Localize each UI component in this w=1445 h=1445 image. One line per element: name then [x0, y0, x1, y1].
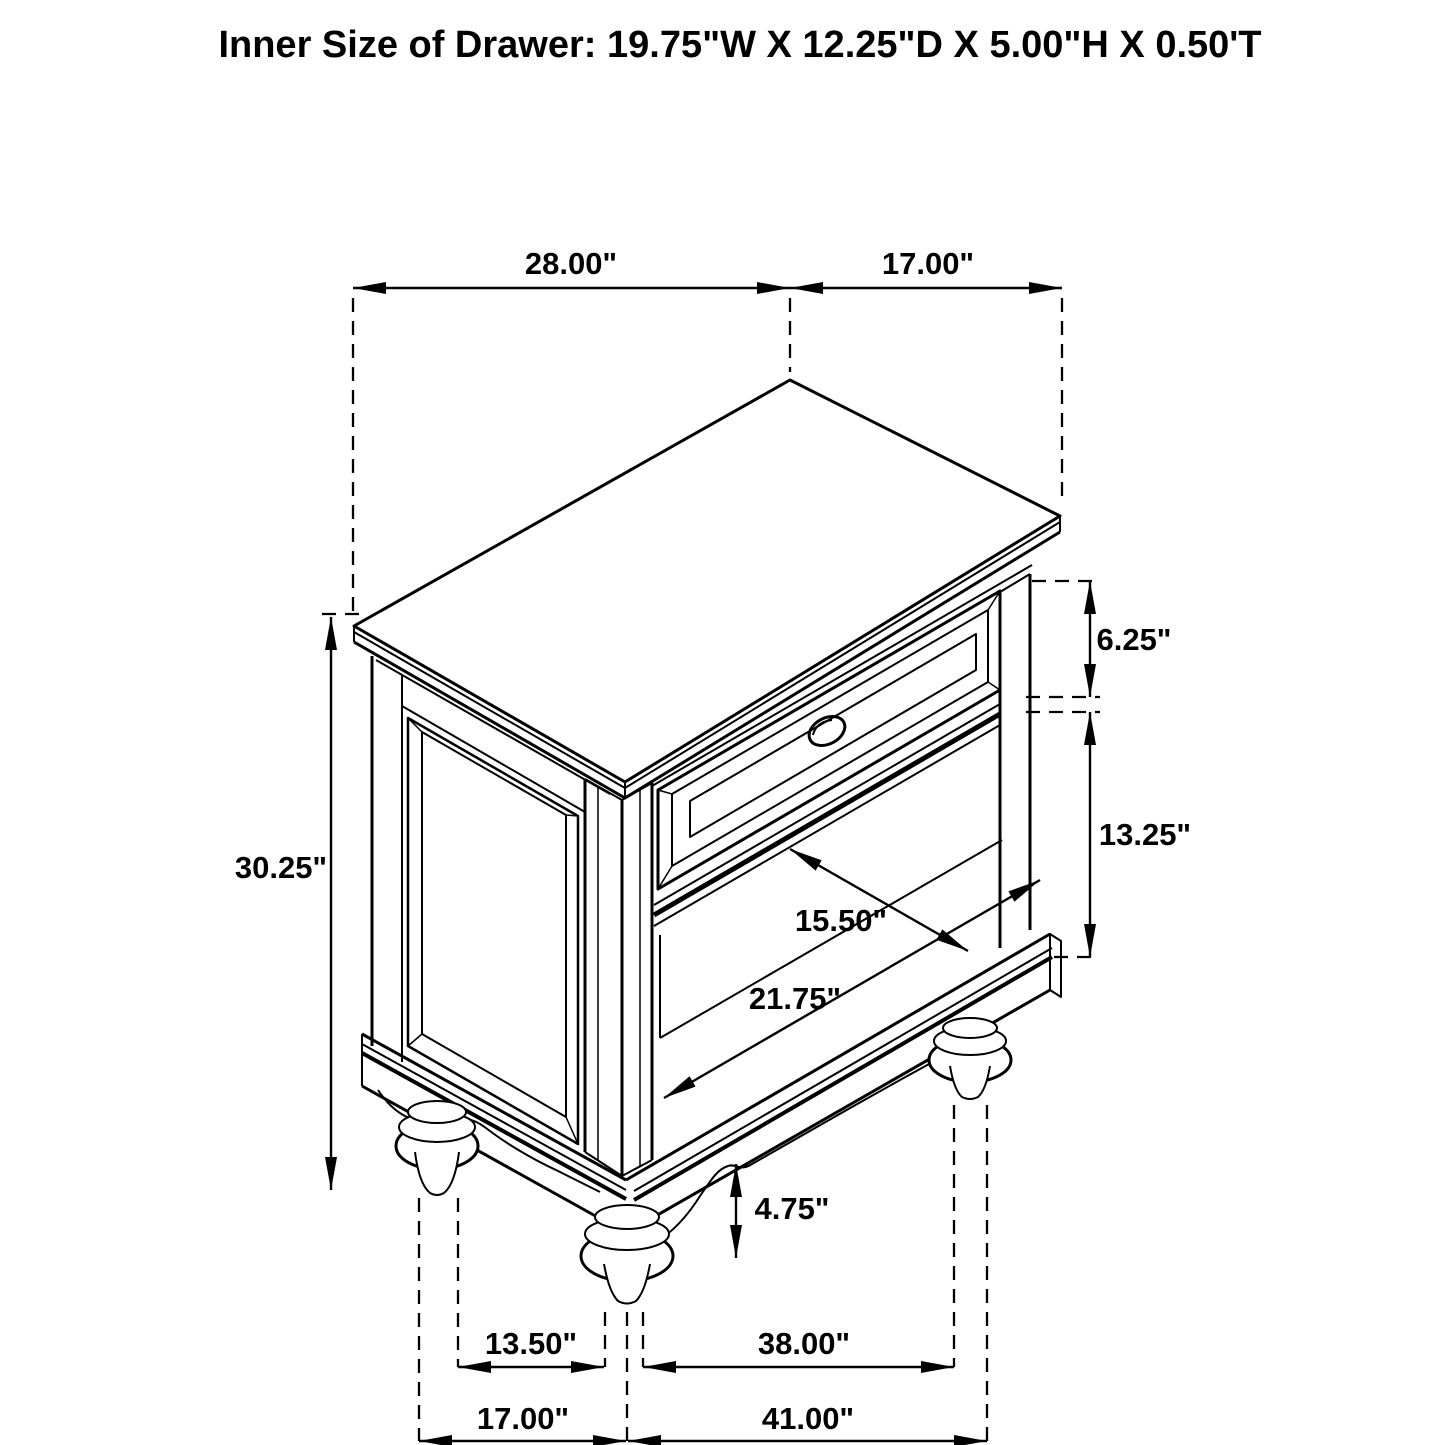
- dim-top-depth: [790, 246, 1062, 288]
- foot-front-neck-fill: [604, 1264, 650, 1304]
- tabletop: [354, 380, 1060, 798]
- dim-opening-height: [1090, 712, 1191, 957]
- tabletop-edge-line: [354, 532, 1060, 798]
- tabletop-outline: [354, 380, 1060, 782]
- dim-drawer-front-height: [1090, 581, 1172, 697]
- left-panel-bevel-ticks: [408, 718, 578, 1144]
- dim-label-top-width: 28.00": [524, 246, 618, 281]
- dim-overall-height: [235, 617, 331, 1190]
- dim-label-shelf-width: 21.75": [748, 981, 842, 1016]
- dim-label-drawer-front-height: 6.25": [1096, 622, 1172, 657]
- diagram-title: Inner Size of Drawer: 19.75"W X 12.25"D X 5.00"H X 0.50'T: [218, 24, 1262, 66]
- right-face: [652, 565, 1032, 948]
- front-corner-post: [585, 779, 652, 1176]
- drawer-raised-panel: [690, 634, 976, 837]
- left-panel-inner: [422, 732, 566, 1117]
- dim-label-shelf-depth: 15.50": [794, 903, 888, 938]
- dim-label-feet-side-outer: 17.00": [476, 1401, 570, 1436]
- dim-label-top-depth: 17.00": [881, 246, 975, 281]
- dim-label-overall-height: 30.25": [234, 850, 328, 885]
- foot-left-disc: [408, 1101, 466, 1123]
- right-face-top-edge: [652, 565, 1032, 786]
- drawer-handle: [804, 711, 850, 752]
- foot-right-neck-fill: [950, 1066, 990, 1099]
- dim-shelf-depth: [790, 849, 968, 951]
- rear-stile-top-edge: [1000, 574, 1030, 592]
- dim-label-opening-height: 13.25": [1098, 817, 1192, 852]
- dim-feet-side-outer: [419, 1401, 626, 1441]
- foot-right: [929, 1018, 1011, 1099]
- dim-label-apron-height: 4.75": [754, 1191, 830, 1226]
- foot-right-disc: [943, 1018, 997, 1038]
- foot-front: [581, 1205, 673, 1304]
- dimensions: [235, 246, 1191, 1441]
- drawer-front: [654, 591, 1000, 926]
- dim-apron-height: [736, 1164, 830, 1258]
- tabletop-corner-ticks: [354, 516, 1060, 798]
- foot-front-disc: [595, 1205, 659, 1229]
- base-right-end-cap: [1050, 934, 1061, 997]
- extension-lines: [322, 298, 1100, 1441]
- left-panel-outer: [408, 718, 578, 1144]
- dim-feet-side-inner: [458, 1326, 604, 1367]
- left-side-face: [372, 656, 610, 1144]
- dim-label-feet-front-inner: 38.00": [757, 1326, 851, 1361]
- drawer-handle-ring: [804, 711, 850, 752]
- dim-feet-front-inner: [643, 1326, 954, 1367]
- foot-left-neck-fill: [415, 1152, 459, 1195]
- foot-left: [396, 1101, 478, 1195]
- dim-label-feet-front-outer: 41.00": [761, 1401, 855, 1436]
- post-top-bottom-edges: [585, 779, 652, 1176]
- dim-label-feet-side-inner: 13.50": [484, 1326, 578, 1361]
- dim-top-width: [353, 246, 790, 288]
- dim-feet-front-outer: [628, 1401, 987, 1441]
